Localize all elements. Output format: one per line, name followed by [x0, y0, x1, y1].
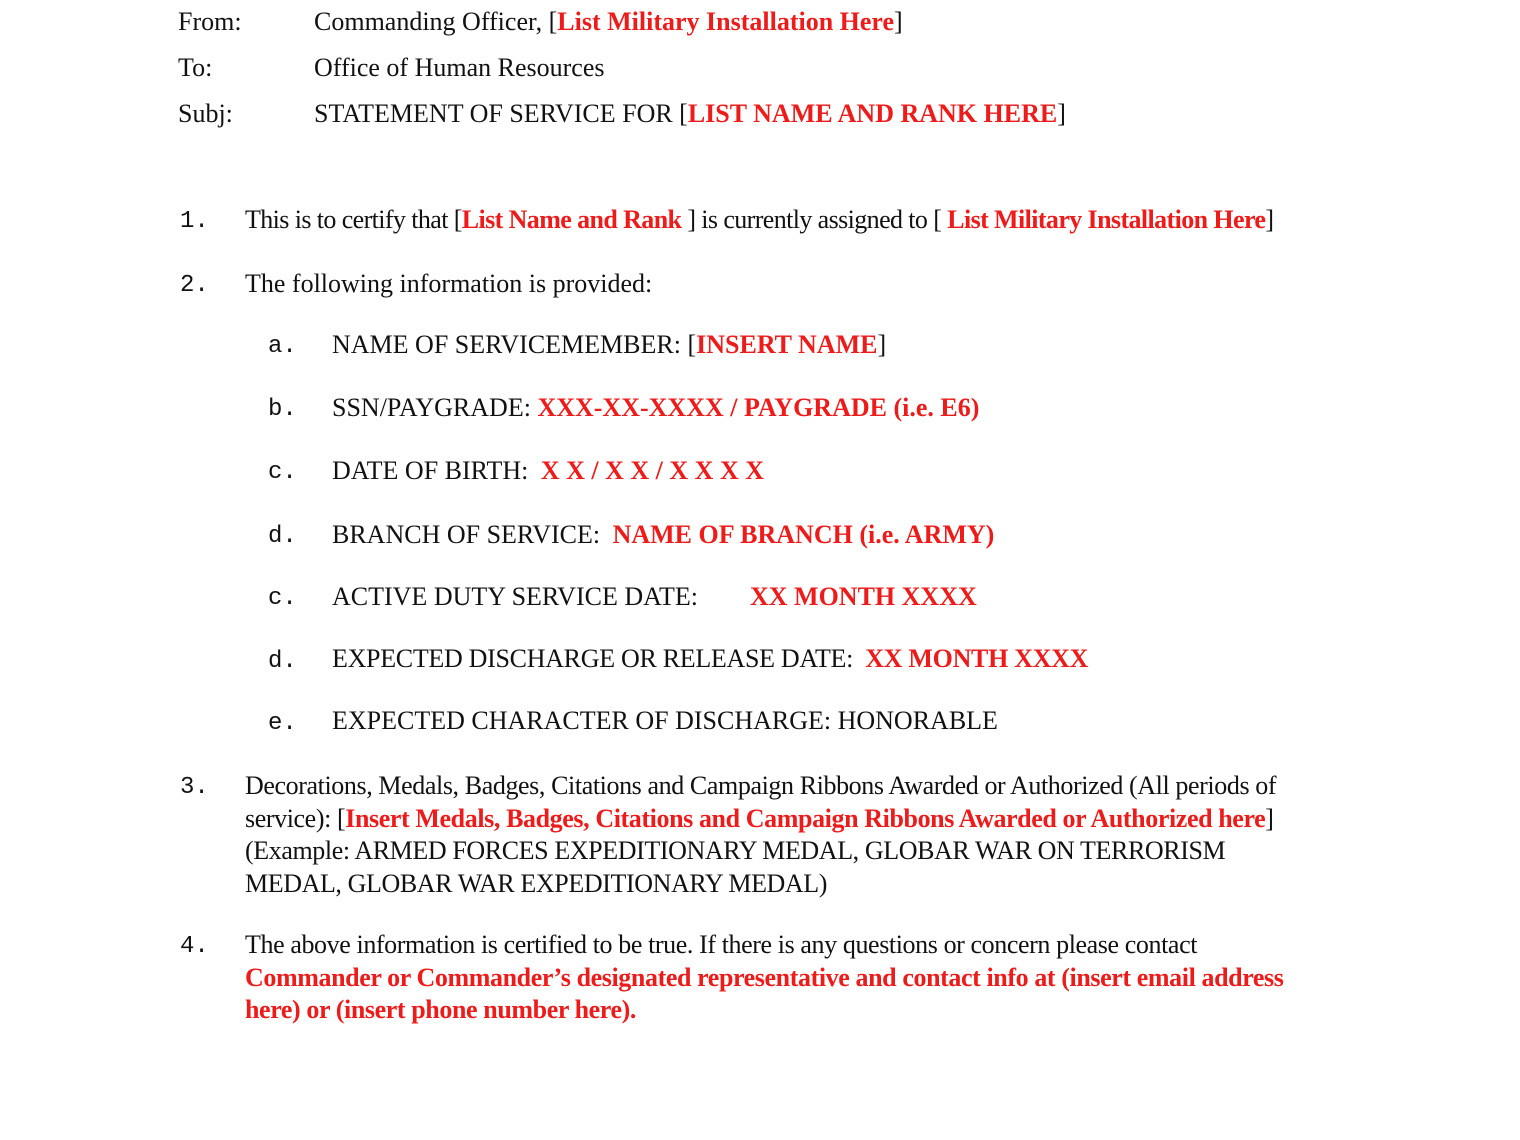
item-a-value: INSERT NAME [696, 330, 878, 359]
para4-text-a: The above information is certified to be true. If there is any questions or concern please contact [245, 930, 1198, 959]
item-c-value: X X / X X / X X X X [540, 456, 765, 485]
para4-placeholder: Commander or Commander’s designated representative and contact info at (insert email address here) or (insert phone number here). [245, 962, 1284, 1025]
para3-text-a: Decorations, Medals, Badges, Citations and Campaign Ribbons Awarded or Authorized (All periods of service): [ [245, 771, 1277, 833]
item-d2-text [332, 643, 1088, 675]
para1-text-a: This is to certify that [ [245, 205, 462, 234]
item-a-letter: a. [268, 333, 297, 360]
item-d-label: BRANCH OF SERVICE: [332, 520, 607, 549]
item-e-text: EXPECTED CHARACTER OF DISCHARGE: HONORABLE [332, 706, 998, 735]
item-c-label: DATE OF BIRTH: [332, 456, 535, 485]
item-d-letter: d. [268, 523, 297, 550]
item-d2-letter: d. [268, 648, 297, 675]
para3-text [245, 770, 1305, 900]
item-d-text [332, 519, 994, 551]
para3-number: 3. [180, 774, 209, 801]
item-c2-value: XX MONTH XXXX [749, 582, 977, 611]
from-placeholder: List Military Installation Here [557, 7, 895, 36]
para1-number: 1. [180, 208, 209, 235]
item-e-letter: e. [268, 710, 297, 737]
item-a-suffix: ] [877, 330, 887, 359]
subj-value [314, 98, 1066, 130]
item-a-text [332, 329, 886, 361]
from-value [314, 6, 903, 38]
para1-text [245, 204, 1273, 236]
para1-text-b: ] is currently assigned to [ [681, 205, 948, 234]
item-c-letter: c. [268, 459, 297, 486]
subj-prefix: STATEMENT OF SERVICE FOR [ [314, 99, 688, 128]
item-b-label: SSN/PAYGRADE: [332, 393, 538, 422]
to-label: To: [178, 53, 213, 82]
item-a-label: NAME OF SERVICEMEMBER: [ [332, 330, 697, 359]
to-value: Office of Human Resources [314, 53, 605, 82]
item-c2-text [332, 581, 977, 613]
item-d2-value: XX MONTH XXXX [865, 644, 1089, 673]
para1-placeholder-installation: List Military Installation Here [947, 205, 1266, 234]
item-c-text [332, 455, 764, 487]
para1-text-c: ] [1265, 205, 1274, 234]
from-suffix: ] [894, 7, 903, 36]
item-b-value: XXX-XX-XXXX / PAYGRADE (i.e. E6) [537, 393, 980, 422]
from-label: From: [178, 7, 242, 36]
item-d-value: NAME OF BRANCH (i.e. ARMY) [612, 520, 995, 549]
item-c2-label: ACTIVE DUTY SERVICE DATE: [332, 582, 698, 611]
item-b-text [332, 392, 979, 424]
para2-number: 2. [180, 272, 209, 299]
para1-placeholder-name: List Name and Rank [461, 205, 682, 234]
from-prefix: Commanding Officer, [ [314, 7, 558, 36]
item-b-letter: b. [268, 396, 297, 423]
para2-text: The following information is provided: [245, 269, 653, 298]
para3-placeholder: Insert Medals, Badges, Citations and Campaign Ribbons Awarded or Authorized here [345, 803, 1266, 833]
para3-text-b: ] (Example: ARMED FORCES EXPEDITIONARY MEDAL, GLOBAR WAR ON TERRORISM MEDAL, GLOBAR WAR EXPEDITIONARY MEDAL) [245, 803, 1274, 898]
subj-suffix: ] [1057, 99, 1066, 128]
subj-label: Subj: [178, 99, 233, 128]
para4-number: 4. [180, 933, 209, 960]
item-d2-label: EXPECTED DISCHARGE OR RELEASE DATE: [332, 644, 860, 673]
item-c2-letter: c. [268, 585, 297, 612]
subj-placeholder: LIST NAME AND RANK HERE [687, 99, 1058, 128]
para4-text [245, 929, 1305, 1027]
